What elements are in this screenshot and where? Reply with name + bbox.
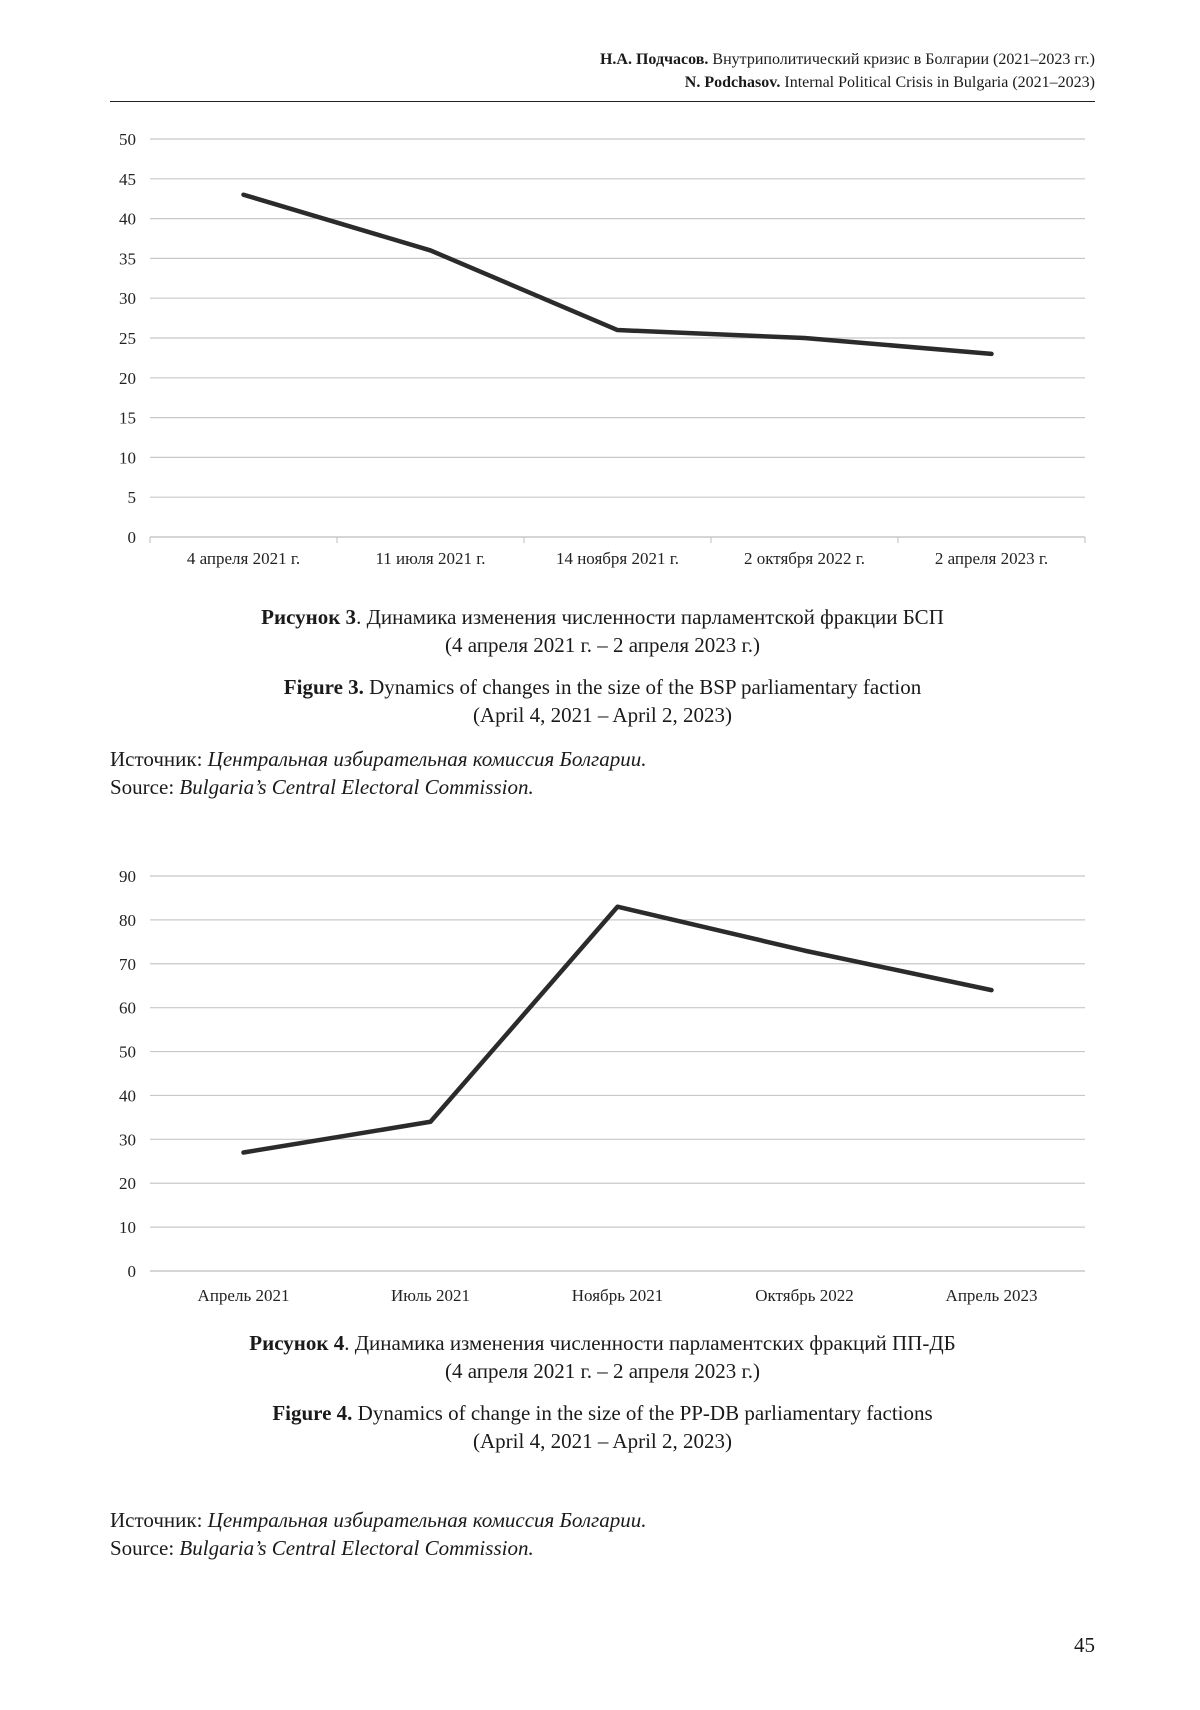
- header-author-ru: Н.А. Подчасов.: [599, 51, 709, 68]
- x-tick-label: 2 апреля 2023 г.: [934, 549, 1049, 568]
- data-point: [990, 988, 994, 992]
- source2-ru: [110, 1506, 1095, 1534]
- y-tick-label: 50: [119, 130, 136, 149]
- figure3-caption-ru: [110, 603, 1095, 659]
- data-point: [990, 352, 994, 356]
- y-tick-label: 50: [119, 1042, 136, 1062]
- data-point: [803, 336, 807, 340]
- data-point: [616, 328, 620, 332]
- source1-en: [110, 773, 1095, 801]
- y-tick-label: 70: [119, 954, 136, 974]
- running-header: [110, 48, 1095, 94]
- figure3-source: [110, 745, 1095, 801]
- y-tick-label: 10: [119, 1218, 136, 1238]
- y-tick-label: 20: [119, 1174, 136, 1194]
- figure4-caption-en-line: [110, 1399, 1095, 1427]
- x-tick-label: 2 октября 2022 г.: [743, 549, 866, 568]
- source1-ru: [110, 745, 1095, 773]
- x-tick-label: Июль 2021: [390, 1286, 471, 1305]
- y-tick-label: 80: [119, 910, 136, 930]
- source2-en: [110, 1534, 1095, 1562]
- source2-text-ru: Центральная избирательная комиссия Болгарии.: [207, 1508, 647, 1532]
- y-tick-label: 25: [119, 329, 136, 348]
- ppdb-chart-svg: [100, 858, 1100, 1318]
- page-number: 45: [1074, 1633, 1095, 1657]
- y-tick-label: 90: [119, 867, 136, 886]
- header-line-ru: [110, 48, 1095, 71]
- y-tick-label: 0: [127, 528, 136, 547]
- y-tick-label: 35: [119, 249, 136, 269]
- y-tick-label: 30: [119, 289, 136, 309]
- figure4-text-en: Dynamics of change in the size of the PP-DB parliamentary factions: [352, 1401, 933, 1425]
- header-title-ru: Внутриполитический кризис в Болгарии (2021–2023 гг.): [712, 51, 1095, 68]
- x-tick-label: Апрель 2021: [197, 1286, 290, 1305]
- x-tick-label: Апрель 2023: [945, 1286, 1038, 1305]
- figure3-caption-en: [110, 673, 1095, 729]
- x-tick-label: 4 апреля 2021 г.: [186, 549, 301, 568]
- source1-prefix-ru: Источник:: [110, 747, 208, 771]
- bsp-faction-chart: [100, 118, 1100, 588]
- data-point: [616, 905, 620, 909]
- source1-text-en: Bulgaria’s Central Electoral Commission.: [179, 775, 534, 799]
- x-tick-label: Октябрь 2022: [755, 1286, 854, 1305]
- figure3-text-en: Dynamics of changes in the size of the BSP parliamentary faction: [363, 675, 922, 699]
- bsp-chart-svg: [100, 118, 1100, 588]
- figure4-caption-ru: [110, 1329, 1095, 1385]
- header-title-en: Internal Political Crisis in Bulgaria (2021–2023): [784, 74, 1095, 91]
- source1-text-ru: Центральная избирательная комиссия Болгарии.: [207, 747, 647, 771]
- figure4-label-ru: Рисунок 4: [249, 1331, 345, 1355]
- y-tick-label: 45: [119, 169, 136, 189]
- ppdb-factions-chart: [100, 858, 1100, 1318]
- source2-prefix-ru: Источник:: [110, 1508, 208, 1532]
- y-tick-label: 10: [119, 448, 136, 468]
- y-tick-label: 30: [119, 1130, 136, 1150]
- figure3-label-ru: Рисунок 3: [261, 605, 357, 629]
- figure3-label-en: Figure 3.: [283, 675, 364, 699]
- figure4-source: [110, 1506, 1095, 1562]
- y-tick-label: 20: [119, 368, 136, 388]
- figure4-caption-ru-line: [110, 1329, 1095, 1357]
- series-line: [244, 907, 992, 1153]
- data-point: [242, 193, 246, 197]
- y-tick-label: 5: [127, 488, 136, 508]
- y-tick-label: 40: [119, 209, 136, 229]
- figure3-dates-ru: (4 апреля 2021 г. – 2 апреля 2023 г.): [445, 633, 760, 657]
- figure4-dates-en: (April 4, 2021 – April 2, 2023): [473, 1429, 732, 1453]
- x-tick-label: Ноябрь 2021: [571, 1286, 664, 1305]
- figure4-text-ru: . Динамика изменения численности парламентских фракций ПП-ДБ: [344, 1331, 956, 1355]
- figure3-text-ru: . Динамика изменения численности парламентской фракции БСП: [356, 605, 944, 629]
- y-tick-label: 15: [119, 408, 136, 428]
- data-point: [429, 1120, 433, 1124]
- figure3-caption-ru-line: [110, 603, 1095, 631]
- figure4-label-en: Figure 4.: [272, 1401, 353, 1425]
- figure4-caption-en: [110, 1399, 1095, 1455]
- source2-prefix-en: Source:: [110, 1536, 180, 1560]
- y-tick-label: 40: [119, 1086, 136, 1106]
- header-line-en: [110, 71, 1095, 94]
- y-tick-label: 60: [119, 998, 136, 1018]
- source2-text-en: Bulgaria’s Central Electoral Commission.: [179, 1536, 534, 1560]
- header-author-en: N. Podchasov.: [684, 74, 781, 91]
- source1-prefix-en: Source:: [110, 775, 180, 799]
- x-tick-label: 11 июля 2021 г.: [375, 549, 486, 568]
- data-point: [803, 949, 807, 953]
- y-tick-label: 0: [127, 1262, 136, 1281]
- figure3-caption-en-line: [110, 673, 1095, 701]
- x-tick-label: 14 ноября 2021 г.: [555, 549, 680, 568]
- data-point: [429, 248, 433, 252]
- header-rule: [110, 101, 1095, 102]
- data-point: [242, 1151, 246, 1155]
- figure3-dates-en: (April 4, 2021 – April 2, 2023): [473, 703, 732, 727]
- figure4-dates-ru: (4 апреля 2021 г. – 2 апреля 2023 г.): [445, 1359, 760, 1383]
